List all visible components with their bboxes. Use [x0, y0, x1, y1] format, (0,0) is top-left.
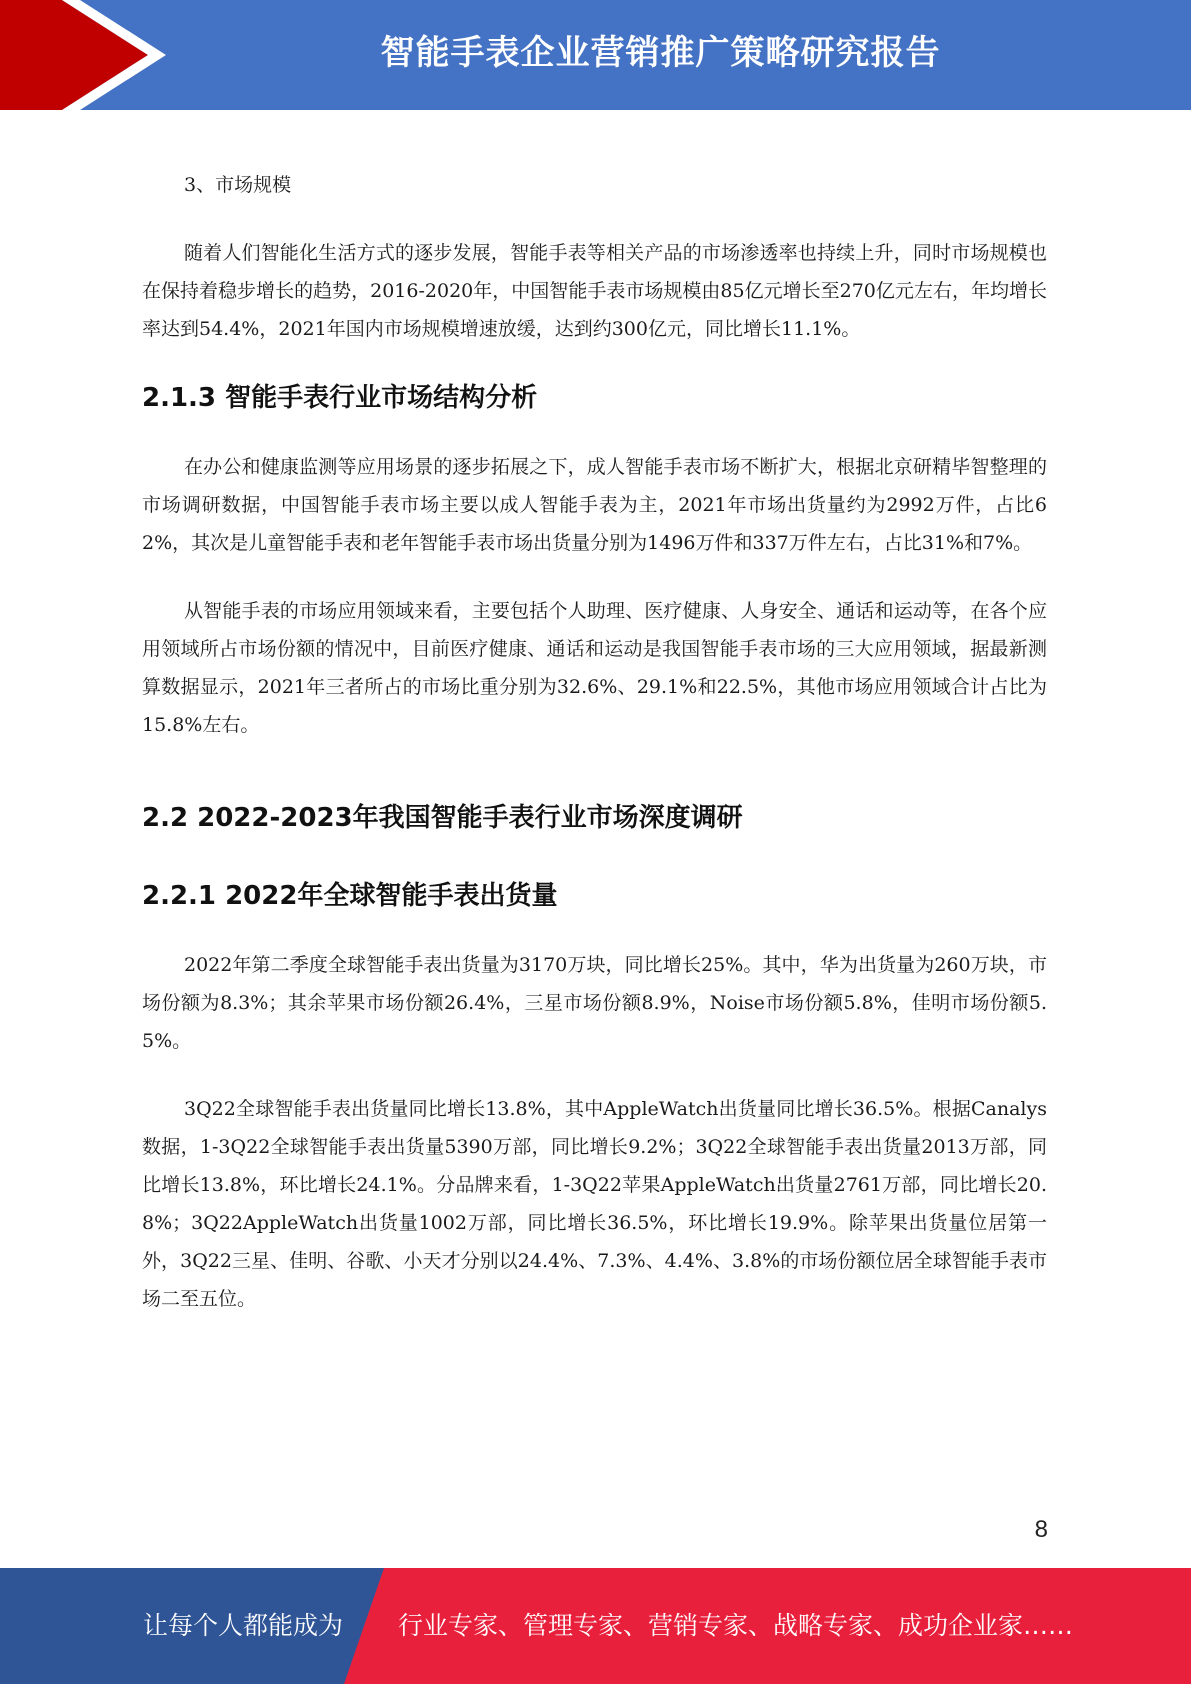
market-structure-paragraph-2: 从智能手表的市场应用领域来看，主要包括个人助理、医疗健康、人身安全、通话和运动等，在各个应用领域所占市场份额的情况中，目前医疗健康、通话和运动是我国智能手表市场的三大应用领域，据最新测算数据显示，2021年三者所占的市场比重分别为32.6%、29.1%和22.5%，其他市场应用领域合计占比为15.8%左右。: [142, 600, 1047, 736]
section-2-1-3-heading: 2.1.3 智能手表行业市场结构分析: [142, 383, 538, 413]
shipment-paragraph-2: 3Q22全球智能手表出货量同比增长13.8%，其中AppleWatch出货量同比增长36.5%。根据Canalys数据，1-3Q22全球智能手表出货量5390万部，同比增长9.2%；3Q22全球智能手表出货量2013万部，同比增长13.8%，环比增长24.1%。分品牌来看，1-3Q22苹果AppleWatch出货量2761万部，同比增长20.8%；3Q22AppleWatch出货量1002万部，同比增长36.5%，环比增长19.9%。除苹果出货量位居第一外，3Q22三星、佳明、谷歌、小天才分别以24.4%、7.3%、4.4%、3.8%的市场份额位居全球智能手表市场二至五位。: [142, 1098, 1047, 1310]
shipment-paragraph-1: 2022年第二季度全球智能手表出货量为3170万块，同比增长25%。其中，华为出货量为260万块，市场份额为8.3%；其余苹果市场份额26.4%，三星市场份额8.9%，Noise市场份额5.8%，佳明市场份额5.5%。: [142, 954, 1047, 1052]
page-header: [0, 0, 1191, 110]
page-content: [142, 166, 1047, 1348]
market-size-subtitle: 3、市场规模: [184, 174, 292, 196]
footer-slogan-right: 行业专家、管理专家、营销专家、战略专家、成功企业家……: [398, 1611, 1074, 1640]
report-title: 智能手表企业营销推广策略研究报告: [380, 33, 941, 73]
section-2-2-heading: 2.2 2022-2023年我国智能手表行业市场深度调研: [142, 803, 743, 833]
section-2-2-1-heading: 2.2.1 2022年全球智能手表出货量: [142, 881, 558, 911]
page-footer: [0, 1568, 1191, 1684]
page-number: 8: [1034, 1516, 1048, 1543]
footer-slogan-left: 让每个人都能成为: [143, 1611, 344, 1640]
market-structure-paragraph-1: 在办公和健康监测等应用场景的逐步拓展之下，成人智能手表市场不断扩大，根据北京研精毕智整理的市场调研数据，中国智能手表市场主要以成人智能手表为主，2021年市场出货量约为2992万件，占比62%，其次是儿童智能手表和老年智能手表市场出货量分别为1496万件和337万件左右，占比31%和7%。: [142, 456, 1047, 554]
market-size-paragraph: 随着人们智能化生活方式的逐步发展，智能手表等相关产品的市场渗透率也持续上升，同时市场规模也在保持着稳步增长的趋势，2016-2020年，中国智能手表市场规模由85亿元增长至270亿元左右，年均增长率达到54.4%，2021年国内市场规模增速放缓，达到约300亿元，同比增长11.1%。: [142, 242, 1047, 340]
